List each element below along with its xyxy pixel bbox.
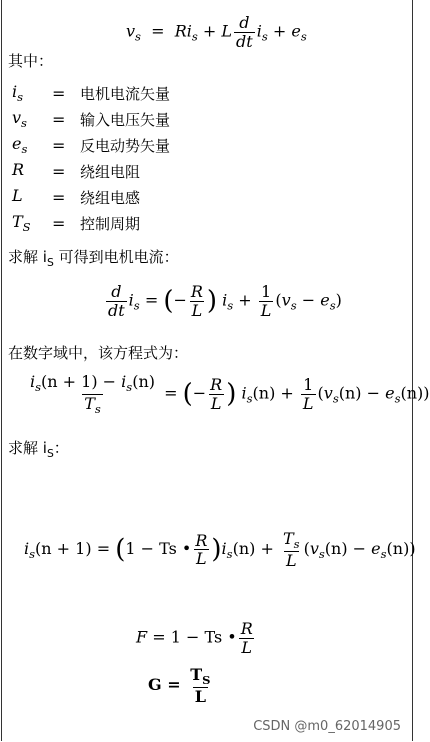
symbol-R: R (174, 21, 187, 41)
definition-text: 电机电流矢量 (80, 84, 171, 103)
derivative-fraction (106, 283, 127, 319)
r-over-l (239, 620, 255, 656)
sub: s (246, 391, 253, 406)
text: (n + 1) − (41, 372, 122, 391)
denominator: L (241, 637, 253, 657)
one-over-l (259, 283, 274, 319)
equals: = (152, 627, 166, 647)
sub: s (226, 547, 233, 562)
plus: + (272, 21, 287, 41)
sub: s (332, 391, 339, 406)
equals: = (52, 109, 66, 129)
sub: s (126, 380, 133, 395)
denominator: L (260, 300, 272, 320)
equals: = (167, 675, 181, 695)
equals: = (52, 135, 66, 155)
paren-left: ( (115, 534, 126, 565)
where-label: 其中： (8, 52, 54, 70)
sub: s (329, 298, 336, 313)
sub: s (394, 391, 401, 406)
symbol-v: v (126, 21, 136, 41)
symbol-i: i (30, 372, 36, 391)
symbol-T: T (190, 665, 203, 684)
r-over-l (208, 376, 224, 412)
symbol: v (12, 107, 22, 127)
paren-right: ) (226, 379, 237, 410)
numerator (188, 666, 212, 687)
equals: = (52, 213, 66, 233)
definition-text: 绕组电阻 (80, 162, 141, 181)
minus: − (173, 290, 187, 310)
equals: = (144, 290, 159, 310)
sub: s (29, 547, 36, 562)
symbol: L (12, 185, 23, 205)
equals: = (151, 21, 165, 41)
solve-is-text (8, 437, 69, 460)
text: 1 − Ts • (170, 627, 237, 647)
sub: s (17, 90, 24, 105)
g-definition (148, 666, 214, 705)
symbol: T (12, 211, 23, 231)
sub: s (133, 298, 140, 313)
symbol-i: i (121, 372, 127, 391)
symbol-F: F (136, 627, 148, 647)
text: 求解 i (8, 439, 47, 457)
sub: s (380, 547, 387, 562)
denominator: L (285, 550, 297, 570)
denominator: L (302, 393, 314, 413)
text: ： (53, 439, 69, 457)
minus: − (192, 383, 207, 403)
symbol-e: e (371, 539, 381, 559)
symbol-v: v (281, 290, 291, 310)
sub: s (35, 380, 42, 395)
denominator: dt (236, 31, 253, 51)
sub: s (135, 29, 141, 44)
sub: S (46, 255, 54, 269)
text: (n) (232, 539, 256, 559)
symbol: i (12, 81, 18, 101)
symbol-i: i (256, 21, 262, 41)
sub: S (46, 446, 54, 460)
numerator: R (190, 282, 203, 301)
next-current-equation: $i_s(n + 1) = (1 - Ts$ • $\frac{R}{L}$ )$i_s(n)$ + $\frac{T_s}{L}$ $(v_s(n) - e_s(n))$ (24, 529, 416, 570)
symbol-i: i (128, 290, 134, 310)
ts-over-l (281, 530, 302, 569)
sub: s (318, 547, 325, 562)
denominator: L (210, 393, 222, 413)
equals: = (96, 539, 111, 559)
text: (n + 1) (35, 539, 92, 559)
text: (n) (338, 383, 362, 403)
symbol: R (12, 159, 25, 179)
text: 1 − Ts • (125, 539, 192, 559)
sub: s (300, 29, 307, 44)
r-over-l (193, 532, 209, 568)
definition-row (12, 80, 170, 106)
sub: s (261, 29, 268, 44)
sub: s (21, 142, 28, 157)
symbol-e: e (291, 21, 301, 41)
equals: = (52, 83, 66, 103)
definition-text: 绕组电感 (80, 188, 141, 207)
symbol-i: i (222, 290, 228, 310)
symbol-T: T (84, 393, 95, 413)
symbol-i: i (24, 539, 30, 559)
sub: s (191, 29, 198, 44)
numerator: 1 (303, 375, 314, 395)
definition-row (12, 158, 170, 184)
symbol-v: v (323, 383, 333, 403)
symbol-i: i (241, 383, 247, 403)
f-definition (136, 620, 257, 656)
plus: + (202, 21, 217, 41)
symbol-G: G (148, 675, 162, 695)
symbol-e: e (320, 290, 330, 310)
numerator: R (240, 619, 253, 638)
definition-row (12, 210, 170, 236)
symbol-i: i (221, 539, 227, 559)
symbol-v: v (309, 539, 319, 559)
denominator: L (191, 300, 203, 320)
denominator: L (196, 549, 207, 569)
current-derivative-equation: $\frac{d}{dt}$ $i_s$ = (− $\frac{R}{L}$ ) $i_s$ + $\frac{1}{L}$ $(v_s - e_s)$ (108, 282, 342, 320)
definition-text: 反电动势矢量 (80, 136, 171, 155)
paren-left: ( (163, 286, 174, 317)
numerator: d (111, 282, 122, 301)
denominator: L (194, 686, 206, 706)
solve-current-text (8, 246, 179, 269)
paren-right: ) (206, 286, 218, 317)
definition-row (12, 132, 170, 158)
sub: s (290, 298, 297, 313)
symbol-i: i (186, 21, 192, 41)
r-over-l (189, 283, 205, 319)
numerator (281, 530, 302, 551)
definition-row (12, 184, 170, 210)
watermark: CSDN @m0_62014905 (253, 719, 401, 734)
paren-right: ) (211, 534, 222, 565)
discrete-equation: $\frac{i_s(n + 1) - i_s(n)}{T_s}$ = (− $\frac{R}{L}$ ) $i_s(n)$ + $\frac{1}{L}$ $(v_s(n) - e_s(n))$ (30, 372, 430, 416)
definition-row (12, 106, 170, 132)
text: (n) (132, 372, 156, 391)
numerator: R (210, 375, 223, 395)
numerator: R (195, 530, 208, 550)
symbol-e: e (385, 383, 395, 403)
sub: S (22, 220, 31, 235)
equals: = (164, 383, 178, 403)
sub: s (293, 537, 300, 552)
equals: = (52, 161, 66, 181)
definition-text: 控制周期 (80, 214, 141, 233)
text: (n) (252, 383, 276, 403)
text: 可得到电机电流： (53, 248, 179, 266)
paren-left: ( (182, 379, 193, 410)
symbol-T: T (282, 529, 294, 548)
definition-text: 输入电压矢量 (80, 110, 171, 129)
text: 求解 i (8, 248, 47, 266)
sub: s (94, 401, 101, 416)
sub: s (227, 298, 234, 313)
definitions-list (12, 80, 170, 236)
numerator (28, 373, 157, 394)
sub: s (21, 116, 27, 131)
symbol: e (12, 133, 22, 153)
difference-fraction (28, 373, 157, 415)
voltage-equation (126, 14, 307, 50)
numerator: 1 (261, 282, 272, 301)
numerator: d (239, 13, 250, 32)
sub: S (202, 673, 211, 688)
text: (n) (324, 539, 348, 559)
digital-domain-text: 在数字域中，该方程式为： (8, 344, 189, 362)
derivative-fraction (234, 14, 255, 50)
symbol-L: L (221, 21, 233, 41)
text: (n) (400, 383, 424, 403)
equals: = (52, 187, 66, 207)
denominator: dt (108, 300, 125, 320)
one-over-l (301, 376, 316, 412)
ts-over-l (188, 666, 212, 705)
denominator (82, 394, 103, 416)
text: (n) (386, 539, 410, 559)
